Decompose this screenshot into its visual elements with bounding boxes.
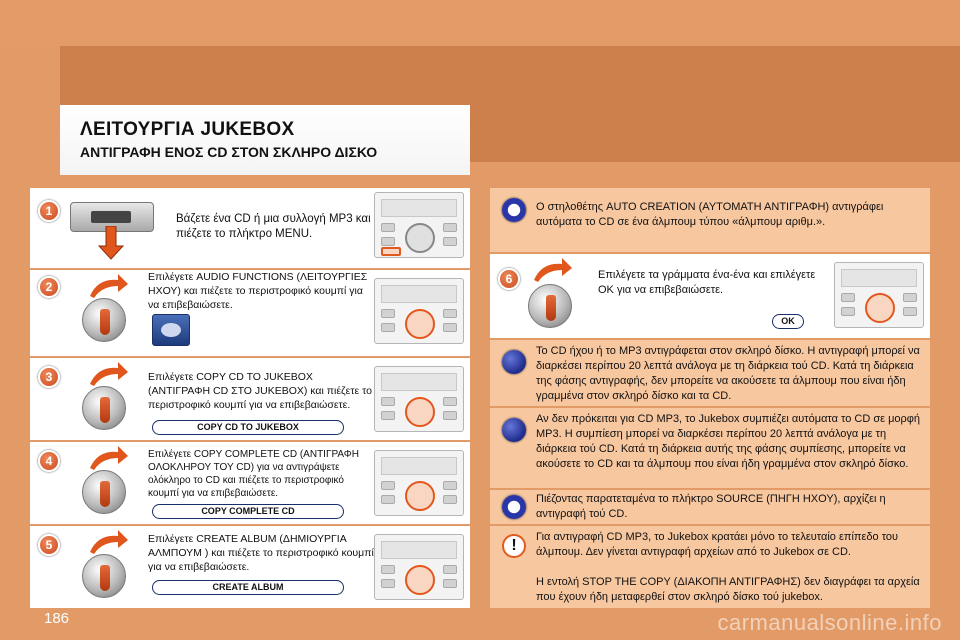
rotary-knob-icon: [82, 470, 126, 514]
radio-panel-5: [374, 534, 464, 600]
warning-icon: !: [502, 534, 526, 558]
copy-cd-to-jukebox-button[interactable]: COPY CD TO JUKEBOX: [152, 420, 344, 435]
step-5-card: [30, 526, 470, 608]
step-2-number: 2: [38, 276, 60, 298]
autocreation-note: [490, 188, 930, 252]
copy-complete-cd-button[interactable]: COPY COMPLETE CD: [152, 504, 344, 519]
warning-note: [490, 526, 930, 608]
ok-button[interactable]: OK: [772, 314, 804, 329]
rotate-arrow-icon: [88, 444, 130, 470]
title-box: [60, 105, 470, 175]
insert-arrow-icon: [98, 226, 124, 260]
radio-panel-1: [374, 192, 464, 258]
rotary-knob-icon: [82, 554, 126, 598]
warning-text-2: Η εντολή STOP THE COPY (ΔΙΑΚΟΠΗ ΑΝΤΙΓΡΑΦΗΣ) δεν διαγράφει τα αρχεία που έχουν ήδη μεταφερθεί στον σκληρό δίσκο τού jukebox.: [536, 576, 920, 603]
copy-info-note: [490, 340, 930, 406]
source-tip-text: Πιέζοντας παρατεταμένα το πλήκτρο SOURCE (ΠΗΓΗ ΗΧΟΥ), αρχίζει η αντιγραφή τού CD.: [536, 493, 886, 520]
page-title: ΛΕΙΤΟΥΡΓΙΑ JUKEBOX: [80, 119, 295, 140]
step-5-number: 5: [38, 534, 60, 556]
step-1-text: Βάζετε ένα CD ή μια συλλογή MP3 και πιέζετε το πλήκτρο MENU.: [176, 213, 371, 240]
info-icon: [502, 418, 526, 442]
radio-panel-2: [374, 278, 464, 344]
step-3-number: 3: [38, 366, 60, 388]
step-2-card: [30, 270, 470, 356]
rotate-arrow-icon: [88, 272, 130, 298]
step-2-text: Επιλέγετε AUDIO FUNCTIONS (ΛΕΙΤΟΥΡΓΙΕΣ ΗΧΟΥ) και πιέζετε το περιστροφικό κουμπί για να επιβεβαιώσετε.: [148, 271, 368, 311]
tip-icon: [502, 495, 526, 519]
step-1-card: [30, 188, 470, 268]
tip-icon: [502, 198, 526, 222]
step-5-text: Επιλέγετε CREATE ALBUM (ΔΗΜΙΟΥΡΓΙΑ ΑΛΜΠΟΥΜ ) και πιέζετε το περιστροφικό κουμπί για να επιβεβαιώσετε.: [148, 533, 374, 573]
step-4-card: [30, 442, 470, 524]
radio-panel-3: [374, 366, 464, 432]
step-3-card: [30, 358, 470, 440]
rotary-knob-icon: [82, 298, 126, 342]
step-3-text: Επιλέγετε COPY CD TO JUKEBOX (ΑΝΤΙΓΡΑΦΗ CD ΣΤΟ JUKEBOX) και πιέζετε το περιστροφικό κουμπί για να επιβεβαιώσετε.: [148, 371, 372, 411]
radio-panel-6: [834, 262, 924, 328]
step-6-text: Επιλέγετε τα γράμματα ένα-ένα και επιλέγετε OK για να επιβεβαιώσετε.: [598, 269, 816, 296]
step-1-number: 1: [38, 200, 60, 222]
page-number: 186: [44, 610, 70, 627]
page-subtitle: ΑΝΤΙΓΡΑΦΗ ΕΝΟΣ CD ΣΤΟΝ ΣΚΛΗΡΟ ΔΙΣΚΟ: [80, 144, 378, 160]
info-icon: [502, 350, 526, 374]
rotary-knob-icon: [528, 284, 572, 328]
top-band: [0, 0, 960, 46]
step-4-text: Επιλέγετε COPY COMPLETE CD (ΑΝΤΙΓΡΑΦΗ ΟΛΟΚΛΗΡΟΥ ΤΟΥ CD) για να αντιγράψετε ολόκληρο το CD και πιέζετε το περιστροφικό κουμπί για να επιβεβαιώσετε.: [148, 449, 359, 499]
compression-text: Αν δεν πρόκειται για CD MP3, το Jukebox συμπιέζει αυτόματα το CD σε μορφή MP3. Η συμπίεση μπορεί να διαρκέσει περίπου 20 λεπτά ανάλογα με τη διάρκεια τού CD. Κατά τη διάρκεια αυτής της φάσης συμπίεσης, μπορείτε να ακούσετε το CD και τα άλμπουμ που είναι ήδη γραμμένα στον σκληρό δίσκο.: [536, 413, 921, 470]
source-tip-note: [490, 490, 930, 524]
rotate-arrow-icon: [532, 256, 574, 282]
rotary-knob-icon: [82, 386, 126, 430]
autocreation-text: Ο στηλοθέτης AUTO CREATION (ΑΥΤΟΜΑΤΗ ΑΝΤΙΓΡΑΦΗ) αντιγράφει αυτόματα το CD σε ένα άλμπουμ τύπου «άλμπουμ αριθμ.».: [536, 201, 884, 228]
audio-functions-icon: [152, 314, 190, 346]
radio-panel-4: [374, 450, 464, 516]
copy-info-text: Το CD ήχου ή το MP3 αντιγράφεται στον σκληρό δίσκο. Η αντιγραφή μπορεί να διαρκέσει περίπου 20 λεπτά ανάλογα με τη διάρκεια τού CD. Κατά τη διάρκεια της φάσης αντιγραφής, δεν μπορείτε να ακούσετε τα άλμπουμ που είναι ήδη γραμμένα στον σκληρό δίσκο και τα CD.: [536, 345, 920, 402]
rotate-arrow-icon: [88, 528, 130, 554]
create-album-button[interactable]: CREATE ALBUM: [152, 580, 344, 595]
step-4-number: 4: [38, 450, 60, 472]
rotate-arrow-icon: [88, 360, 130, 386]
step-6-card: [490, 254, 930, 338]
watermark: carmanualsonline.info: [717, 610, 942, 635]
warning-text-1: Για αντιγραφή CD MP3, το Jukebox κρατάει μόνο το τελευταίο επίπεδο του άλμπουμ. Δεν γίνεται αντιγραφή αρχείων από το Jukebox σε CD.: [536, 531, 899, 558]
compression-note: [490, 408, 930, 488]
step-6-number: 6: [498, 268, 520, 290]
